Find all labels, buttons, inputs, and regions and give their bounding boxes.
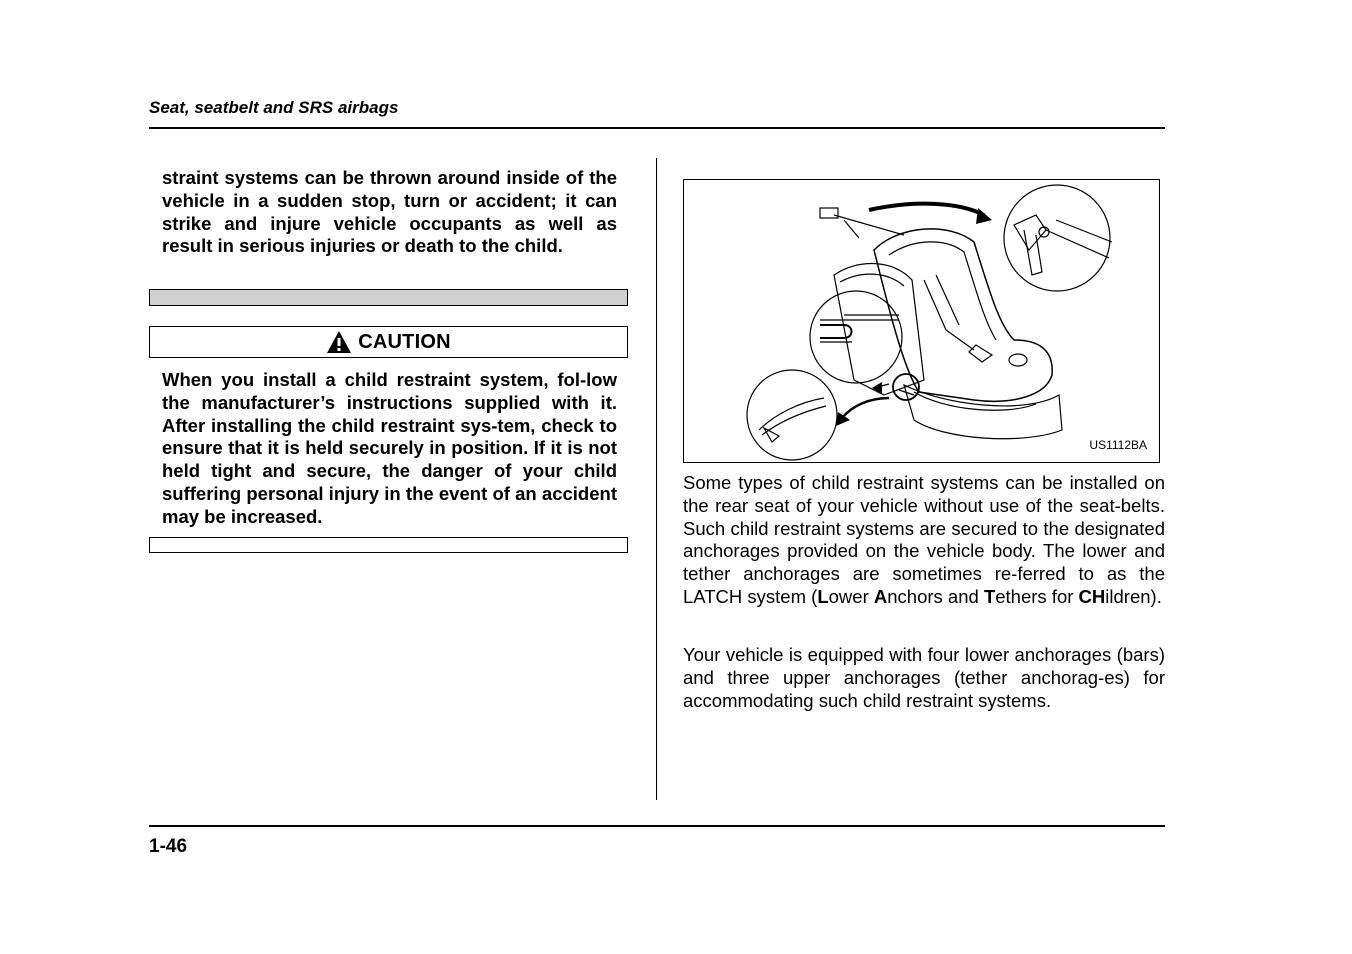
caution-text: When you install a child restraint system, fol-low the manufacturer’s instructions supplied with it. After installing the child restraint sys-tem, check to ensure that it is held securely in position. If it is not held tight and secure, the danger of your child suffering personal injury in the event of an accident may be increased. bbox=[162, 369, 617, 527]
latch-letters-ch: CH bbox=[1078, 585, 1106, 607]
child-seat-drawing bbox=[684, 180, 1159, 462]
caution-heading-box bbox=[149, 326, 628, 358]
latch-word-tethers: ethers for bbox=[995, 585, 1079, 607]
anchorage-count-paragraph: Your vehicle is equipped with four lower anchorages (bars) and three upper anchorages (tether anchorag-es) for accommodating such child restraint systems. bbox=[683, 644, 1165, 711]
latch-letter-t: T bbox=[983, 585, 996, 607]
latch-word-anchors: nchors and bbox=[887, 585, 984, 607]
figure-code: US1112BA bbox=[1089, 438, 1147, 452]
caution-end-box bbox=[149, 537, 628, 553]
column-divider bbox=[656, 158, 657, 800]
latch-intro-text: Some types of child restraint systems can be installed on the rear seat of your vehicle without use of the seat-belts. Such child restraint systems are secured to the designated anchorages provided on the vehicle body. The lower and tether anchorages are sometimes re-ferred to as the LATCH system ( bbox=[683, 472, 1165, 607]
footer-rule bbox=[149, 825, 1165, 827]
latch-letter-l: L bbox=[817, 585, 829, 607]
page-number: 1-46 bbox=[149, 836, 188, 857]
warning-triangle-icon bbox=[326, 330, 352, 354]
latch-intro-paragraph bbox=[683, 472, 1165, 609]
caution-label: CAUTION bbox=[358, 330, 451, 353]
section-header: Seat, seatbelt and SRS airbags bbox=[149, 98, 399, 117]
warning-continuation-text: straint systems can be thrown around inside of the vehicle in a sudden stop, turn or accident; it can strike and injure vehicle occupants as well as result in serious injuries or death to the child. bbox=[162, 167, 617, 257]
latch-illustration bbox=[683, 179, 1160, 463]
latch-word-lower: ower bbox=[828, 585, 874, 607]
header-rule bbox=[149, 127, 1165, 129]
latch-word-children: ildren). bbox=[1105, 585, 1162, 607]
warning-end-bar bbox=[149, 289, 628, 306]
latch-letter-a: A bbox=[873, 585, 888, 607]
